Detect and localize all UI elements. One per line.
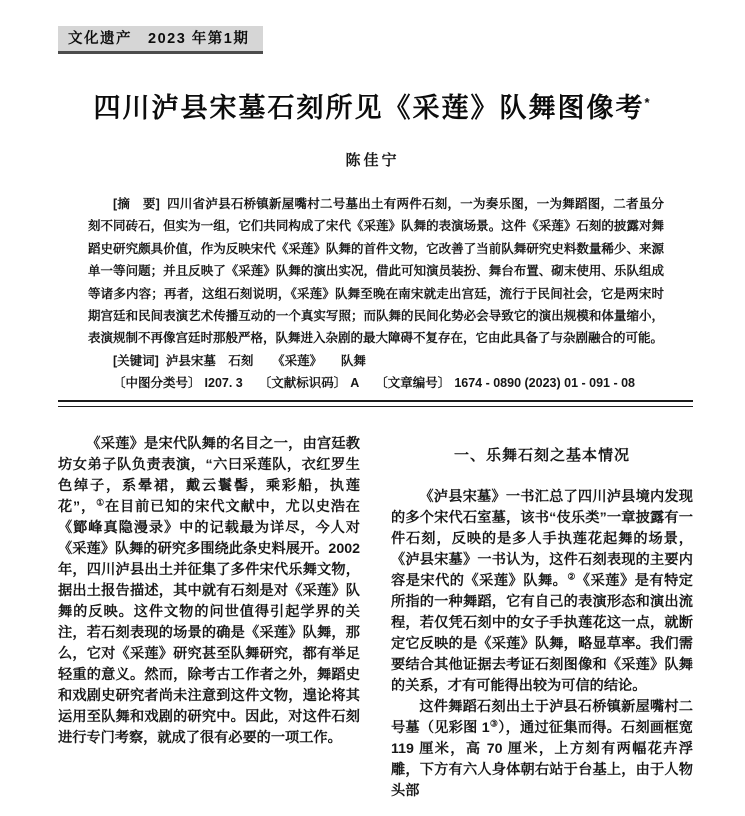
- keywords-label: [关键词]: [113, 353, 159, 368]
- abstract-paragraph: [88, 193, 664, 350]
- footnote-ref-2: ②: [567, 571, 576, 582]
- abstract-label: [摘 要]: [113, 197, 160, 211]
- doc-code-label: 〔文献标识码〕: [258, 376, 347, 391]
- front-matter-block: [88, 193, 664, 395]
- right-column-paragraph-2: [391, 697, 693, 802]
- body-columns: [58, 434, 694, 802]
- doc-code-value: A: [350, 376, 360, 391]
- footnote-ref-3: ③: [489, 718, 499, 729]
- journal-issue-label: 文化遗产 2023 年第1期: [68, 31, 250, 47]
- abstract-text: 四川省泸县石桥镇新屋嘴村二号墓出土有两件石刻，一为奏乐图，一为舞蹈图，二者虽分刻不同砖石，但实为一组，它们共同构成了宋代《采莲》队舞的表演场景。这件《采莲》石刻的披露对舞蹈史研究颇具价值，作为反映宋代《采莲》队舞的首件文物，它改善了当前队舞研究史料数量稀少、来源单一等问题；并且反映了《采莲》队舞的演出实况，借此可知演员装扮、舞台布置、砌末使用、乐队组成等诸多内容；再者，这组石刻说明，《采莲》队舞至晚在南宋就走出宫廷，流行于民间社会，它是两宋时期宫廷和民间表演艺术传播互动的一个真实写照；而队舞的民间化势必会导致它的演出规模和体量缩小，表演规制不再像宫廷时那般严格，队舞进入杂剧的最大障碍不复存在，它由此具备了与杂剧融合的可能。: [88, 197, 664, 346]
- keywords-line: [88, 350, 664, 372]
- article-title-text: 四川泸县宋墓石刻所见《采莲》队舞图像考: [93, 93, 645, 123]
- header-divider-rule: [58, 400, 693, 407]
- doc-code-pair: [259, 376, 360, 390]
- section-heading: 一、乐舞石刻之基本情况: [453, 447, 630, 464]
- left-column-paragraph: [58, 434, 360, 749]
- paragraph-text: ），通过征集而得。石刻画框宽 119 厘米，高 70 厘米，上方刻有两幅花卉浮雕，下方有六人身体朝右站于台基上，由于人物头部: [391, 720, 693, 799]
- right-column-paragraph-1: [391, 487, 693, 697]
- clc-value: I207. 3: [204, 376, 243, 391]
- title-footnote-marker: *: [644, 95, 652, 110]
- paragraph-text: 《采莲》是宋代队舞的名目之一，由宫廷教坊女弟子队负责表演，“六曰采莲队，衣红罗生色绰子，系晕裙，戴云鬟髻，乘彩船，执莲花”，: [58, 436, 360, 515]
- article-id-label: 〔文章编号〕: [375, 376, 451, 391]
- article-author: 陈佳宁: [345, 152, 400, 169]
- paragraph-text: 《泸县宋墓》一书汇总了四川泸县境内发现的多个宋代石室墓，该书“伎乐类”一章披露有一件石刻，反映的是多人手执莲花起舞的场景，《泸县宋墓》一书认为，这件石刻表现的主要内容是宋代的《采莲》队舞。: [391, 489, 693, 589]
- paragraph-text: 在目前已知的宋代文献中，尤以史浩在《鄮峰真隐漫录》中的记载最为详尽，今人对《采莲》队舞的研究多围绕此条史料展开。2002 年，四川泸县出土并征集了多件宋代乐舞文物，据出土报告描述，其中就有石刻是对《采莲》队舞的反映。这件文物的问世值得引起学界的关注，若石刻表现的场景的确是《采莲》队舞，那么，它对《采莲》研究甚至队舞研究，都有举足轻重的意义。然而，除考古工作者之外，舞蹈史和戏剧史研究者尚未注意到这件文物，遑论将其运用至队舞和戏剧的研究中。因此，对这件石刻进行专门考察，就成了很有必要的一项工作。: [58, 499, 360, 746]
- paragraph-text: 这件舞蹈石刻出土于泸县石桥镇新屋嘴村二号墓（见彩图 1: [391, 699, 693, 736]
- article-id-pair: [375, 376, 635, 390]
- journal-header-badge: [58, 26, 263, 54]
- classification-line: [88, 372, 664, 394]
- clc-label: 〔中图分类号〕: [113, 376, 201, 391]
- footnote-ref-1: ①: [96, 497, 105, 508]
- paragraph-text: 《采莲》是有特定所指的一种舞蹈，它有自己的表演形态和演出流程，若仅凭石刻中的女子手执莲花这一点，就断定它反映的是《采莲》队舞，略显草率。我们需要结合其他证据去考证石刻图像和《采莲》队舞的关系，才有可能得出较为可信的结论。: [391, 573, 693, 694]
- clc-pair: [113, 376, 243, 390]
- right-column: [391, 434, 693, 802]
- article-title: [0, 86, 745, 125]
- article-id-value: 1674 - 0890 (2023) 01 - 091 - 08: [454, 376, 635, 391]
- keywords-text: 泸县宋墓 石刻 《采莲》 队舞: [165, 353, 366, 368]
- left-column: [58, 434, 360, 802]
